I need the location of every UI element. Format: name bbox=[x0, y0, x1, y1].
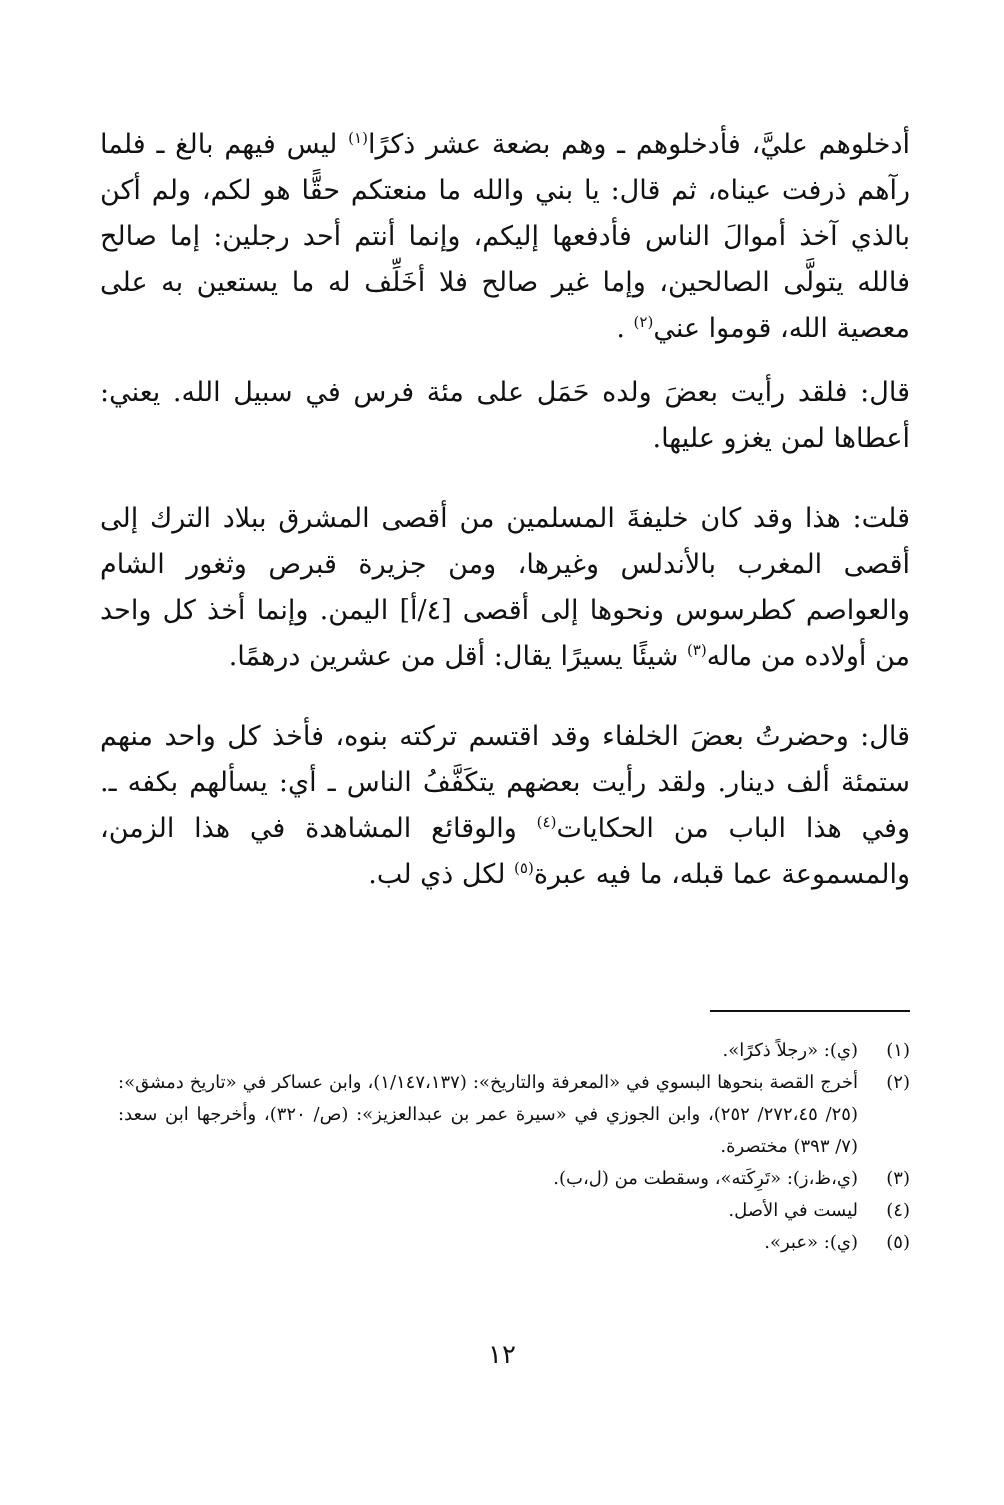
footnote-1-number: (١) bbox=[886, 1040, 910, 1061]
footnote-4 bbox=[118, 1195, 910, 1227]
paragraph-4-text-a: قال: وحضرتُ بعضَ الخلفاء وقد اقتسم تركته بنوه، فأخذ كل واحد منهم ستمئة ألف دينار. ولقد رأيت بعضهم يتكَفَّفُ الناس ـ أي: يسألهم بكفه ـ. وفي هذا الباب من الحكايات bbox=[100, 721, 911, 844]
footnote-5 bbox=[118, 1227, 910, 1259]
footnote-4-text: ليست في الأصل. bbox=[728, 1200, 858, 1221]
footnote-divider bbox=[710, 1010, 910, 1012]
paragraph-4-text-c: لكل ذي لب. bbox=[368, 859, 515, 890]
footnote-1 bbox=[118, 1035, 910, 1067]
footnote-4-number: (٤) bbox=[886, 1200, 910, 1221]
paragraph-3-text-a: قلت: هذا وقد كان خليفةَ المسلمين من أقصى المشرق ببلاد الترك إلى أقصى المغرب بالأندلس وغيرها، ومن جزيرة قبرص وثغور الشام والعواصم كطرسوس ونحوها إلى أقصى [٤/أ] اليمن. وإنما أخذ كل واحد من أولاده من ماله bbox=[100, 503, 911, 672]
footnote-3-text: (ي،ظ،ز): «تَرِكَته»، وسقطت من (ل،ب). bbox=[553, 1168, 858, 1189]
page-number: ١٢ bbox=[488, 1340, 516, 1370]
paragraph-3 bbox=[100, 496, 910, 680]
footnote-1-text: (ي): «رجلاً ذكرًا». bbox=[722, 1040, 858, 1061]
main-text bbox=[100, 0, 910, 898]
paragraph-1-text-c: . bbox=[616, 313, 634, 344]
footnote-2 bbox=[118, 1067, 910, 1163]
paragraph-4 bbox=[100, 714, 910, 898]
paragraph-1-text-a: أدخلوهم عليَّ، فأدخلوهم ـ وهم بضعة عشر ذكرًا bbox=[367, 129, 910, 160]
footnote-5-number: (٥) bbox=[886, 1232, 910, 1253]
footnote-5-text: (ي): «عبر». bbox=[764, 1232, 858, 1253]
paragraph-2-text: قال: فلقد رأيت بعضَ ولده حَمَل على مئة فرس في سبيل الله. يعني: أعطاها لمن يغزو عليها. bbox=[100, 377, 910, 454]
footnote-ref-4: (٤) bbox=[536, 813, 557, 831]
footnote-ref-1: (١) bbox=[348, 129, 368, 147]
paragraph-1 bbox=[100, 122, 910, 352]
footnote-ref-3: (٣) bbox=[686, 641, 707, 659]
footnotes bbox=[118, 1035, 910, 1259]
paragraph-2 bbox=[100, 370, 910, 462]
paragraph-4-text-b: والوقائع المشاهدة في هذا الزمن، والمسموعة عما قبله، ما فيه عبرة bbox=[100, 813, 910, 890]
footnote-3 bbox=[118, 1163, 910, 1195]
footnote-3-number: (٣) bbox=[886, 1168, 910, 1189]
footnote-ref-5: (٥) bbox=[514, 859, 534, 877]
footnote-2-text: أخرج القصة بنحوها البسوي في «المعرفة والتاريخ»: (١/١٤٧،١٣٧)، وابن عساكر في «تاريخ دمشق»: (٢٥/ ٢٧٢،٤٥/ ٢٥٢)، وابن الجوزي في «سيرة عمر بن عبدالعزيز»: (ص/ ٣٢٠)، وأخرجها ابن سعد: (٧/ ٣٩٣) مختصرة. bbox=[118, 1072, 858, 1157]
footnote-2-number: (٢) bbox=[886, 1072, 910, 1093]
paragraph-1-text-b: ليس فيهم بالغ ـ فلما رآهم ذرفت عيناه، ثم قال: يا بني والله ما منعتكم حقًّا هو لكم، ولم أكن بالذي آخذ أموالَ الناس فأدفعها إليكم، وإنما أنتم أحد رجلين: إما صالح فالله يتولَّى الصالحين، وإما غير صالح فلا أخَلِّف له ما يستعين به على معصية الله، قوموا عني bbox=[100, 129, 911, 344]
paragraph-3-text-b: شيئًا يسيرًا يقال: أقل من عشرين درهمًا. bbox=[228, 641, 687, 672]
footnote-ref-2: (٢) bbox=[633, 313, 654, 331]
